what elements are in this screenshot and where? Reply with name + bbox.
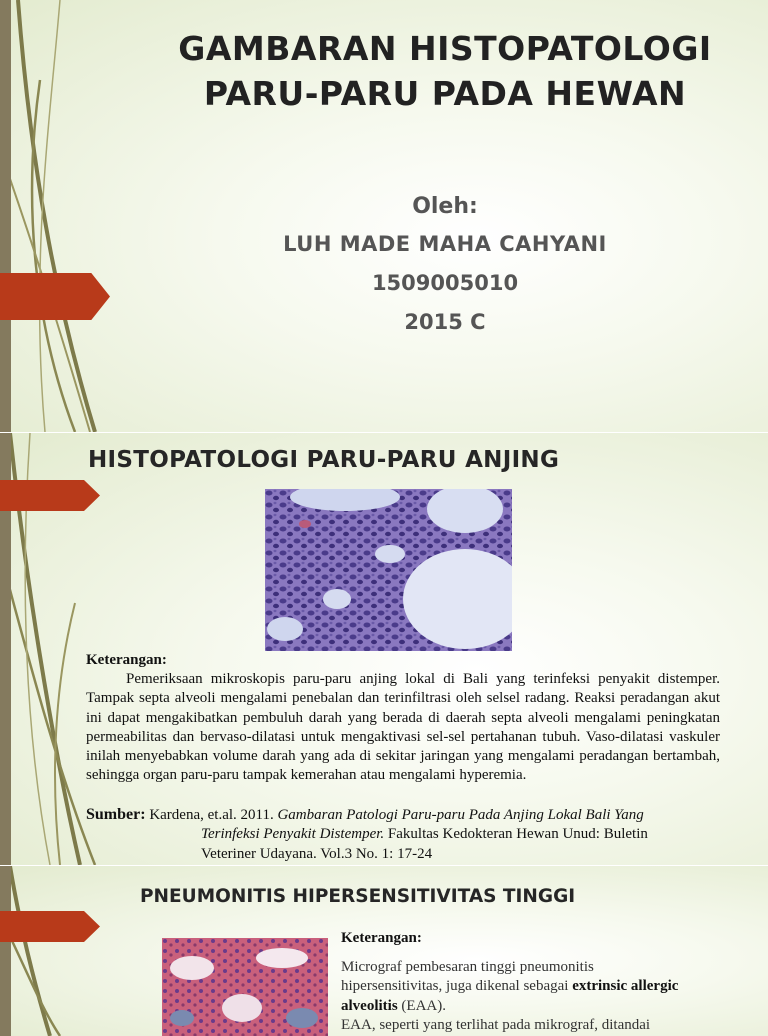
- left-edge-bar: [0, 866, 11, 1036]
- accent-arrow-tab: [0, 911, 100, 942]
- pneumonitis-micrograph-image: [162, 938, 328, 1036]
- student-id: 1509005010: [371, 271, 519, 295]
- left-edge-bar: [0, 0, 11, 432]
- keterangan-label: Keterangan:: [86, 652, 167, 668]
- keterangan-paragraph: Pemeriksaan mikroskopis paru-paru anjing lokal di Bali yang terinfeksi penyakit distemper. Tampak septa alveoli mengalami penebalan dan terinfiltrasi oleh selsel radang. Reaksi peradangan akut ini dapat mengakibatkan pembuluh darah yang berada di daerah septa alveoli mengalami peningkatan permeabilitas dan bervaso-dilatasi untuk mengaktivasi sel-sel pertahanan tubuh. Vaso-dilatasi vaskuler inilah menyebabkan volume darah yang ada di sekitar jaringan yang mengalami peradangan bertambah, sehingga organ paru-paru tampak kemerahan atau mengalami hyperemia.: [86, 671, 720, 784]
- description-bold-term: extrinsic allergic alveolitis: [341, 978, 679, 1014]
- slide-histopathology-dog: [0, 433, 768, 865]
- accent-arrow-tab: [0, 273, 110, 320]
- description-abbrev: (EAA).: [401, 997, 446, 1014]
- source-citation: [86, 805, 706, 864]
- class-year: 2015 C: [404, 310, 486, 334]
- title-line-2: PARU-PARU PADA HEWAN: [203, 74, 687, 113]
- description-continued: EAA, seperti yang terlihat pada mikrograf, ditandai: [341, 1016, 651, 1033]
- slide-title: [0, 0, 768, 432]
- source-title-part2: Terinfeksi Penyakit Distemper.: [201, 826, 385, 843]
- leaf-decoration: [0, 0, 130, 432]
- description-text: Micrograf pembesaran tinggi pneumonitis hipersensitivitas, juga dikenal sebagai: [341, 959, 594, 995]
- title-line-1: GAMBARAN HISTOPATOLOGI: [178, 29, 712, 68]
- source-authors: Kardena, et.al. 2011.: [149, 807, 274, 823]
- accent-arrow-tab: [0, 480, 100, 511]
- leaf-decoration: [0, 866, 130, 1036]
- source-publisher: Fakultas Kedokteran Hewan Unud: Buletin: [387, 826, 648, 843]
- keterangan-label: Keterangan:: [341, 930, 422, 946]
- source-label: Sumber:: [86, 806, 146, 823]
- slide-heading: PNEUMONITIS HIPERSENSITIVITAS TINGGI: [140, 886, 576, 907]
- lung-micrograph-image: [265, 489, 512, 651]
- author-label: Oleh:: [412, 194, 478, 219]
- slide-heading: HISTOPATOLOGI PARU-PARU ANJING: [88, 447, 560, 473]
- source-title-part1: Gambaran Patologi Paru-paru Pada Anjing Lokal Bali Yang: [277, 807, 644, 823]
- author-name: LUH MADE MAHA CAHYANI: [283, 232, 607, 256]
- source-cont-line1: [86, 825, 706, 844]
- slide-pneumonitis: [0, 866, 768, 1036]
- slide-title-text: [130, 26, 760, 116]
- source-journal: Veteriner Udayana. Vol.3 No. 1: 17-24: [201, 845, 433, 862]
